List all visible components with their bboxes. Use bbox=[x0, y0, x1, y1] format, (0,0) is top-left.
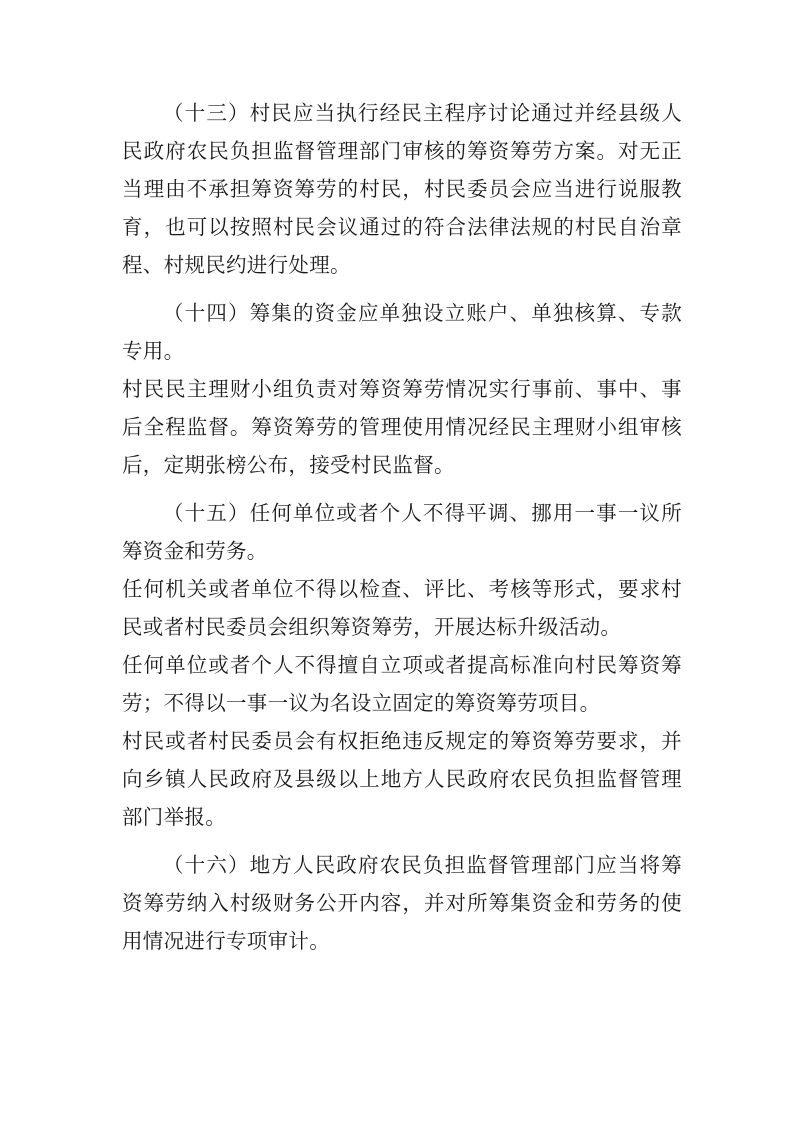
document-body bbox=[122, 94, 682, 960]
paragraph-15-inspection: 任何机关或者单位不得以检查、评比、考核等形式，要求村民或者村民委员会组织筹资筹劳，开展达标升级活动。 bbox=[122, 577, 682, 639]
paragraph-14-supervision: 村民民主理财小组负责对筹资筹劳情况实行事前、事中、事后全程监督。筹资筹劳的管理使用情况经民主理财小组审核后，定期张榜公布，接受村民监督。 bbox=[122, 377, 682, 477]
paragraph-13: （十三）村民应当执行经民主程序讨论通过并经县级人民政府农民负担监督管理部门审核的筹资筹劳方案。对无正当理由不承担筹资筹劳的村民，村民委员会应当进行说服教育，也可以按照村民会议通过的符合法律法规的村民自治章程、村规民约进行处理。 bbox=[122, 101, 682, 277]
paragraph-15-report: 村民或者村民委员会有权拒绝违反规定的筹资筹劳要求，并向乡镇人民政府及县级以上地方人民政府农民负担监督管理部门举报。 bbox=[122, 729, 682, 829]
paragraph-14: （十四）筹集的资金应单独设立账户、单独核算、专款专用。 bbox=[122, 301, 682, 363]
paragraph-16: （十六）地方人民政府农民负担监督管理部门应当将筹资筹劳纳入村级财务公开内容，并对所筹集资金和劳务的使用情况进行专项审计。 bbox=[122, 853, 682, 953]
paragraph-15-standards: 任何单位或者个人不得擅自立项或者提高标准向村民筹资筹劳；不得以一事一议为名设立固定的筹资筹劳项目。 bbox=[122, 653, 682, 715]
paragraph-15: （十五）任何单位或者个人不得平调、挪用一事一议所筹资金和劳务。 bbox=[122, 501, 682, 563]
